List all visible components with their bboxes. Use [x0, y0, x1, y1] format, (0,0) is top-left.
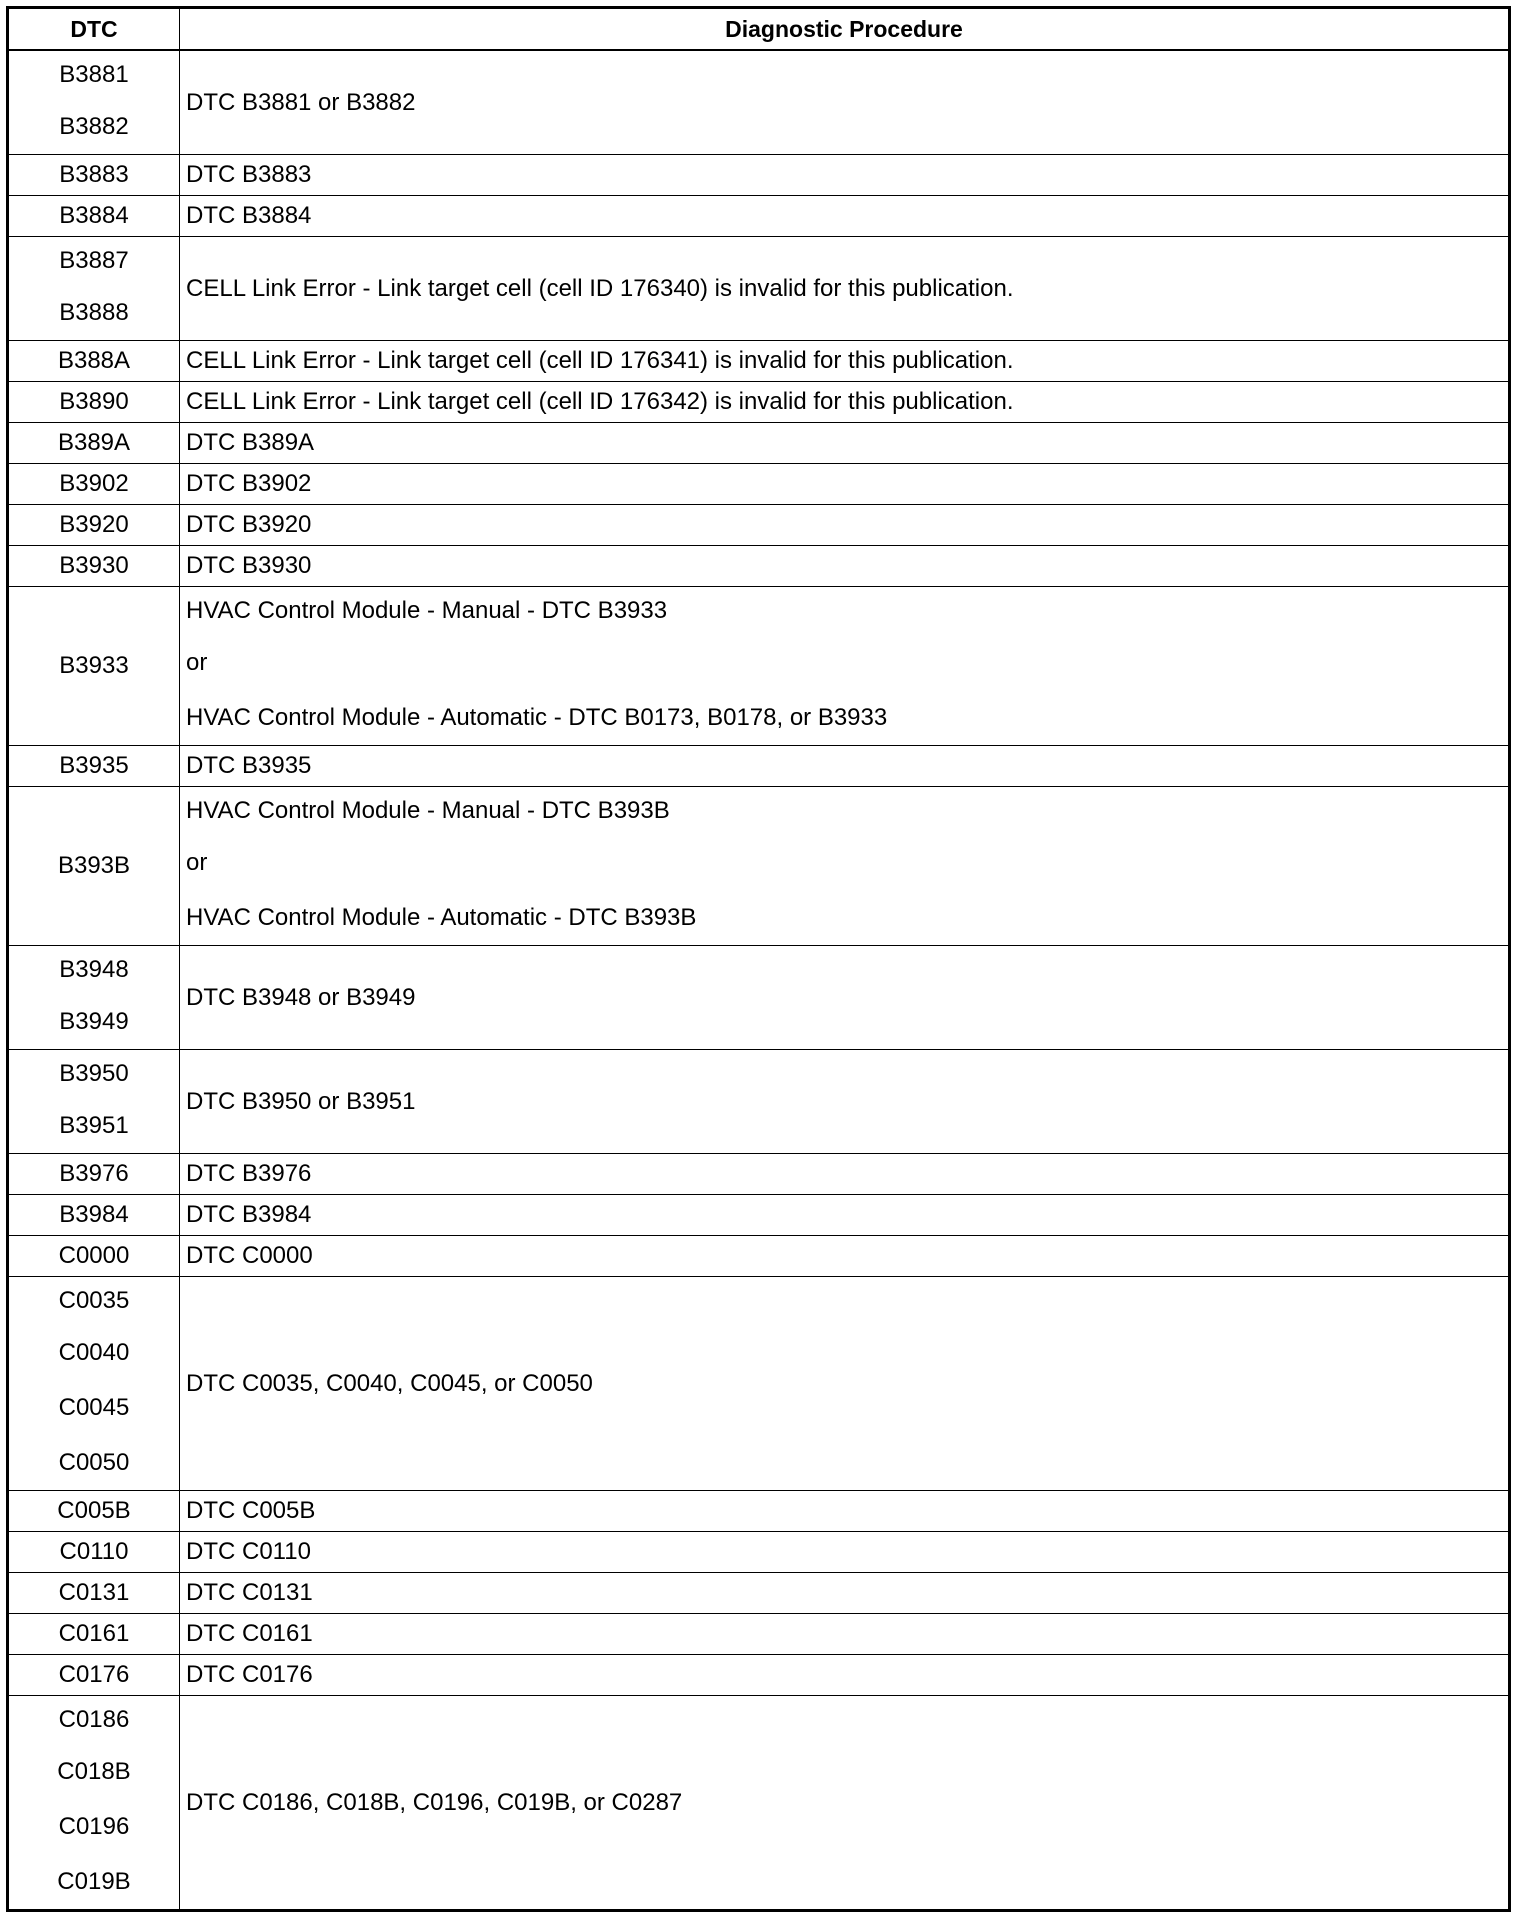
procedure-text: DTC B3976	[186, 1160, 312, 1187]
procedure-cell	[180, 155, 1510, 196]
procedure-text: HVAC Control Module - Manual - DTC B393B	[186, 797, 670, 824]
procedure-cell	[180, 341, 1510, 382]
dtc-code: B388A	[57, 347, 131, 374]
procedure-cell	[180, 237, 1510, 341]
table-row	[8, 546, 1510, 587]
procedure-text: HVAC Control Module - Automatic - DTC B393B	[186, 904, 697, 931]
procedure-text: DTC B3930	[186, 552, 312, 579]
procedure-text: or	[186, 649, 208, 676]
dtc-cell	[8, 505, 180, 546]
dtc-cell	[8, 237, 180, 341]
procedure-text: DTC B3884	[186, 202, 312, 229]
dtc-cell	[8, 1050, 180, 1154]
dtc-cell	[8, 464, 180, 505]
dtc-column-header: DTC	[8, 8, 180, 51]
dtc-code: B3948	[59, 956, 129, 983]
table-row	[8, 1655, 1510, 1696]
dtc-cell	[8, 196, 180, 237]
procedure-cell	[180, 50, 1510, 155]
procedure-cell	[180, 746, 1510, 787]
procedure-text: CELL Link Error - Link target cell (cell ID 176342) is invalid for this publication.	[186, 388, 1014, 415]
procedure-text: DTC C0186, C018B, C0196, C019B, or C0287	[186, 1788, 683, 1816]
procedure-text: or	[186, 849, 208, 876]
dtc-cell	[8, 50, 180, 155]
procedure-cell	[180, 1050, 1510, 1154]
dtc-code: C0050	[58, 1449, 130, 1476]
dtc-code: B3933	[59, 652, 129, 679]
procedure-cell	[180, 1532, 1510, 1573]
dtc-code: C005B	[57, 1497, 131, 1524]
dtc-code: B3920	[59, 511, 129, 538]
dtc-cell	[8, 1532, 180, 1573]
table-row	[8, 1195, 1510, 1236]
procedure-text: HVAC Control Module - Manual - DTC B3933	[186, 597, 668, 624]
table-row	[8, 1491, 1510, 1532]
dtc-cell	[8, 155, 180, 196]
procedure-text: DTC C0131	[186, 1579, 313, 1606]
dtc-cell	[8, 746, 180, 787]
dtc-code: B3976	[59, 1160, 129, 1187]
procedure-text: DTC C0110	[186, 1538, 311, 1565]
dtc-code: B3890	[59, 388, 129, 415]
dtc-cell	[8, 587, 180, 746]
procedure-cell	[180, 1277, 1510, 1491]
dtc-code: B3951	[59, 1112, 129, 1139]
procedure-text: DTC B3950 or B3951	[186, 1087, 416, 1115]
procedure-cell	[180, 1614, 1510, 1655]
procedure-text: DTC B3935	[186, 752, 312, 779]
procedure-cell	[180, 382, 1510, 423]
procedure-text: DTC B3883	[186, 161, 312, 188]
table-row	[8, 382, 1510, 423]
dtc-code: C019B	[57, 1868, 131, 1895]
table-row	[8, 423, 1510, 464]
dtc-code: C0196	[58, 1813, 130, 1840]
dtc-code: B393B	[57, 852, 131, 879]
procedure-cell	[180, 546, 1510, 587]
dtc-code: B3984	[59, 1201, 129, 1228]
procedure-cell	[180, 1655, 1510, 1696]
dtc-code: C0186	[58, 1706, 130, 1733]
dtc-code: B3935	[59, 752, 129, 779]
dtc-table	[6, 6, 1511, 1912]
dtc-code: B3950	[59, 1060, 129, 1087]
procedure-cell	[180, 1236, 1510, 1277]
procedure-text: CELL Link Error - Link target cell (cell ID 176341) is invalid for this publication.	[186, 347, 1014, 374]
table-row	[8, 787, 1510, 946]
table-row	[8, 237, 1510, 341]
dtc-cell	[8, 1154, 180, 1195]
header-row	[8, 8, 1510, 51]
table-row	[8, 1696, 1510, 1911]
procedure-text: DTC C005B	[186, 1497, 316, 1524]
procedure-text: CELL Link Error - Link target cell (cell ID 176340) is invalid for this publication.	[186, 274, 1014, 302]
dtc-code: B3883	[59, 161, 129, 188]
dtc-code: B3887	[59, 247, 129, 274]
procedure-cell	[180, 1195, 1510, 1236]
table-row	[8, 746, 1510, 787]
procedure-cell	[180, 196, 1510, 237]
dtc-cell	[8, 787, 180, 946]
dtc-code: B3930	[59, 552, 129, 579]
dtc-cell	[8, 1277, 180, 1491]
procedure-cell	[180, 787, 1510, 946]
dtc-code: C0161	[58, 1620, 130, 1647]
table-body	[8, 50, 1510, 1911]
table-row	[8, 587, 1510, 746]
dtc-code: C0040	[58, 1339, 130, 1366]
dtc-cell	[8, 1491, 180, 1532]
dtc-cell	[8, 1696, 180, 1911]
dtc-cell	[8, 1195, 180, 1236]
table-row	[8, 50, 1510, 155]
dtc-cell	[8, 546, 180, 587]
procedure-cell	[180, 1154, 1510, 1195]
procedure-cell	[180, 1573, 1510, 1614]
table-row	[8, 505, 1510, 546]
procedure-text: DTC C0161	[186, 1620, 313, 1647]
procedure-text: DTC B3984	[186, 1201, 312, 1228]
procedure-text: HVAC Control Module - Automatic - DTC B0173, B0178, or B3933	[186, 704, 888, 731]
dtc-code: C0131	[58, 1579, 130, 1606]
dtc-cell	[8, 341, 180, 382]
dtc-code: B3949	[59, 1008, 129, 1035]
dtc-code: C0176	[58, 1661, 130, 1688]
dtc-cell	[8, 1655, 180, 1696]
dtc-code: B3888	[59, 299, 129, 326]
procedure-text: DTC C0176	[186, 1661, 313, 1688]
procedure-text: DTC B3902	[186, 470, 312, 497]
dtc-code: B389A	[57, 429, 131, 456]
dtc-code: B3884	[59, 202, 129, 229]
procedure-cell	[180, 464, 1510, 505]
table-row	[8, 1532, 1510, 1573]
table-row	[8, 1573, 1510, 1614]
procedure-column-header: Diagnostic Procedure	[180, 8, 1510, 51]
table-row	[8, 1154, 1510, 1195]
table-row	[8, 1614, 1510, 1655]
table-row	[8, 1236, 1510, 1277]
table-row	[8, 946, 1510, 1050]
dtc-cell	[8, 423, 180, 464]
dtc-code: B3882	[59, 113, 129, 140]
dtc-cell	[8, 382, 180, 423]
procedure-cell	[180, 946, 1510, 1050]
procedure-text: DTC C0000	[186, 1242, 313, 1269]
table-row	[8, 196, 1510, 237]
dtc-code: C0110	[59, 1538, 129, 1565]
procedure-cell	[180, 505, 1510, 546]
dtc-code: C0035	[58, 1287, 130, 1314]
dtc-cell	[8, 946, 180, 1050]
table-row	[8, 1050, 1510, 1154]
table-row	[8, 155, 1510, 196]
dtc-cell	[8, 1236, 180, 1277]
dtc-cell	[8, 1614, 180, 1655]
dtc-code: C0000	[58, 1242, 130, 1269]
dtc-code: C0045	[58, 1394, 130, 1421]
table-row	[8, 464, 1510, 505]
dtc-cell	[8, 1573, 180, 1614]
dtc-code: B3902	[59, 470, 129, 497]
procedure-cell	[180, 1696, 1510, 1911]
procedure-cell	[180, 423, 1510, 464]
procedure-text: DTC B3948 or B3949	[186, 983, 416, 1011]
table-row	[8, 341, 1510, 382]
procedure-cell	[180, 1491, 1510, 1532]
table-row	[8, 1277, 1510, 1491]
procedure-cell	[180, 587, 1510, 746]
procedure-text: DTC B3920	[186, 511, 312, 538]
dtc-code: C018B	[57, 1758, 131, 1785]
procedure-text: DTC B389A	[186, 429, 315, 456]
procedure-text: DTC C0035, C0040, C0045, or C0050	[186, 1369, 593, 1397]
procedure-text: DTC B3881 or B3882	[186, 88, 416, 116]
dtc-code: B3881	[59, 61, 129, 88]
